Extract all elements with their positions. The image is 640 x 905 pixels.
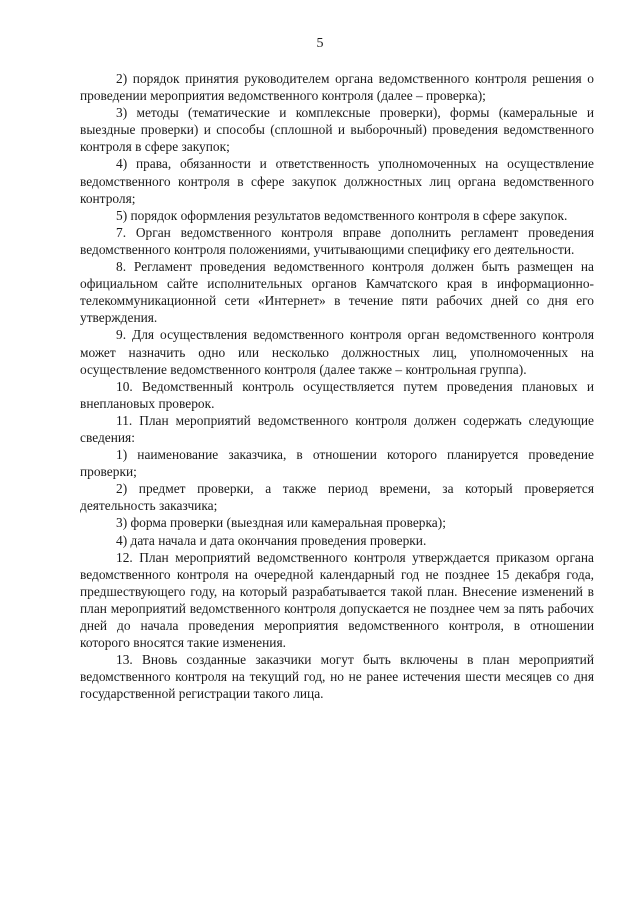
paragraph: 2) порядок принятия руководителем органа ведомственного контроля решения о проведении мероприятия ведомственного контроля (далее – проверка); <box>80 71 594 104</box>
paragraph: 4) права, обязанности и ответственность уполномоченных на осуществление ведомственного контроля в сфере закупок должностных лиц органа ведомственного контроля; <box>80 156 594 206</box>
page-number: 5 <box>316 36 324 51</box>
paragraph: 4) дата начала и дата окончания проведения проверки. <box>116 532 427 548</box>
paragraph: 12. План мероприятий ведомственного контроля утверждается приказом органа ведомственного контроля на очередной календарный год не позднее 15 декабря года, предшествующего году, на который разрабатывается такой план. Внесение изменений в план мероприятий ведомственного контроля допускается не позднее чем за пять рабочих дней до начала проведения мероприятия ведомственного контроля, в отношении которого вносятся такие изменения. <box>80 549 594 651</box>
paragraph: 9. Для осуществления ведомственного контроля орган ведомственного контроля может назначить одно или несколько должностных лиц, уполномоченных на осуществление ведомственного контроля (далее также – контрольная группа). <box>80 327 594 377</box>
paragraph: 11. План мероприятий ведомственного контроля должен содержать следующие сведения: <box>80 412 594 445</box>
paragraph: 3) методы (тематические и комплексные проверки), формы (камеральные и выездные проверки) и способы (сплошной и выборочный) проведения ведомственного контроля в сфере закупок; <box>80 105 594 155</box>
paragraph: 8. Регламент проведения ведомственного контроля должен быть размещен на официальном сайте исполнительных органов Камчатского края в информационно-телекоммуникационной сети «Интернет» в течение пяти рабочих дней со дня его утверждения. <box>80 259 594 326</box>
paragraph: 2) предмет проверки, а также период времени, за который проверяется деятельность заказчика; <box>80 481 594 514</box>
paragraph: 3) форма проверки (выездная или камеральная проверка); <box>116 515 446 531</box>
paragraph: 10. Ведомственный контроль осуществляется путем проведения плановых и внеплановых проверок. <box>80 378 594 411</box>
paragraph: 13. Вновь созданные заказчики могут быть включены в план мероприятий ведомственного контроля на текущий год, но не ранее истечения шести месяцев со дня государственной регистрации такого лица. <box>80 652 594 702</box>
paragraph: 7. Орган ведомственного контроля вправе дополнить регламент проведения ведомственного контроля положениями, учитывающими специфику его деятельности. <box>80 224 594 257</box>
document-body <box>80 70 594 702</box>
paragraph: 5) порядок оформления результатов ведомственного контроля в сфере закупок. <box>116 207 568 223</box>
paragraph: 1) наименование заказчика, в отношении которого планируется проведение проверки; <box>80 447 594 480</box>
